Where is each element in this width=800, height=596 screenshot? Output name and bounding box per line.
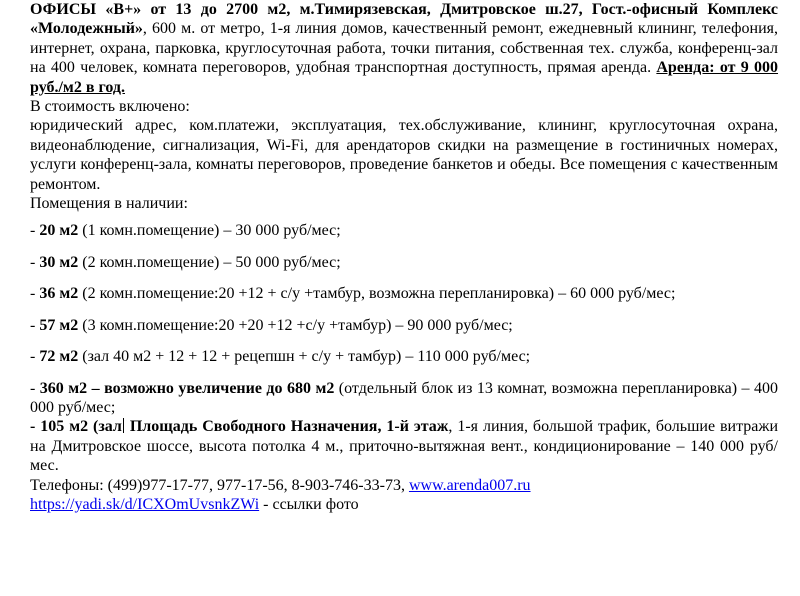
list-item-20 — [30, 221, 778, 240]
item-desc: (3 комн.помещение:20 +20 +12 +с/у +тамбур) – 90 000 руб/мес; — [78, 316, 513, 334]
intro-paragraph — [30, 0, 778, 97]
item-area: 105 м2 (зал — [40, 418, 122, 436]
item-area: 36 м2 — [39, 285, 79, 303]
item-area: 360 м2 – возможно увеличение до 680 м2 — [39, 379, 335, 397]
text-cursor — [123, 418, 124, 433]
item-area: 30 м2 — [39, 253, 79, 271]
item-desc: (2 комн.помещение) – 50 000 руб/мес; — [78, 253, 341, 271]
list-item-105 — [30, 417, 778, 475]
item-dash: - — [30, 222, 40, 240]
available-label: Помещения в наличии: — [30, 195, 188, 213]
rent-price: Аренда: от 9 000 руб./м2 в год. — [30, 59, 779, 96]
item-desc: , 1-я линия, большой трафик, большие витражи на Дмитровское шоссе, высота потолка 4 м., приточно-вытяжная вент., кондиционирование – 140 000 руб/мес. — [30, 418, 779, 475]
photos-line — [30, 495, 778, 514]
item-area: 57 м2 — [39, 316, 79, 334]
included-label: В стоимость включено: — [30, 98, 190, 116]
contacts-line — [30, 476, 778, 495]
item-bold-rest: Площадь Свободного Назначения, 1-й этаж — [124, 418, 449, 436]
item-dash: - — [30, 348, 40, 366]
list-item-360 — [30, 379, 778, 418]
item-desc: (зал 40 м2 + 12 + 12 + рецепшн + с/у + тамбур) – 110 000 руб/мес; — [78, 348, 531, 366]
item-desc: (1 комн.помещение) – 30 000 руб/мес; — [78, 222, 341, 240]
included-text: юридический адрес, ком.платежи, эксплуатация, тех.обслуживание, клининг, круглосуточная охрана, видеонаблюдение, сигнализация, Wi-Fi, для арендаторов скидки на размещение в гостиничных номерах, услуги конференц-зала, комнаты переговоров, проведение банкетов и обеды. Все помещения с качественным ремонтом. — [30, 117, 778, 193]
yadi-link[interactable]: https://yadi.sk/d/ICXOmUvsnkZWi — [30, 495, 260, 513]
intro-text: , 600 м. от метро, 1-я линия домов, качественный ремонт, ежедневный клининг, телефония, интернет, охрана, парковка, круглосуточная работа, точки питания, собственная тех. служба, конференц-зал на 400 человек, комната переговоров, удобная транспортная доступность, прямая аренда. — [30, 20, 778, 77]
photo-note: - ссылки фото — [259, 495, 359, 513]
item-desc: (отдельный блок из 13 комнат, возможна перепланировка) – 400 000 руб/мес; — [30, 379, 779, 416]
site-link[interactable]: www.arenda007.ru — [408, 476, 531, 494]
item-dash: - — [30, 316, 40, 334]
phones-text: Телефоны: (499)977-17-77, 977-17-56, 8-903-746-33-73, — [30, 476, 409, 494]
list-item-30 — [30, 253, 778, 272]
document-page — [30, 0, 778, 514]
item-area: 20 м2 — [39, 222, 79, 240]
item-dash: - — [30, 253, 40, 271]
item-dash: - — [30, 418, 41, 436]
item-dash: - — [30, 379, 40, 397]
list-item-36 — [30, 284, 778, 303]
item-area: 72 м2 — [39, 348, 79, 366]
offer-heading: ОФИСЫ «В+» от 13 до 2700 м2, м.Тимирязевская, Дмитровское ш.27, Гост.-офисный Комплекс «Молодежный» — [30, 1, 778, 38]
item-dash: - — [30, 285, 40, 303]
list-item-72 — [30, 347, 778, 366]
list-item-57 — [30, 316, 778, 335]
item-desc: (2 комн.помещение:20 +12 + с/у +тамбур, возможна перепланировка) – 60 000 руб/мес; — [78, 285, 676, 303]
